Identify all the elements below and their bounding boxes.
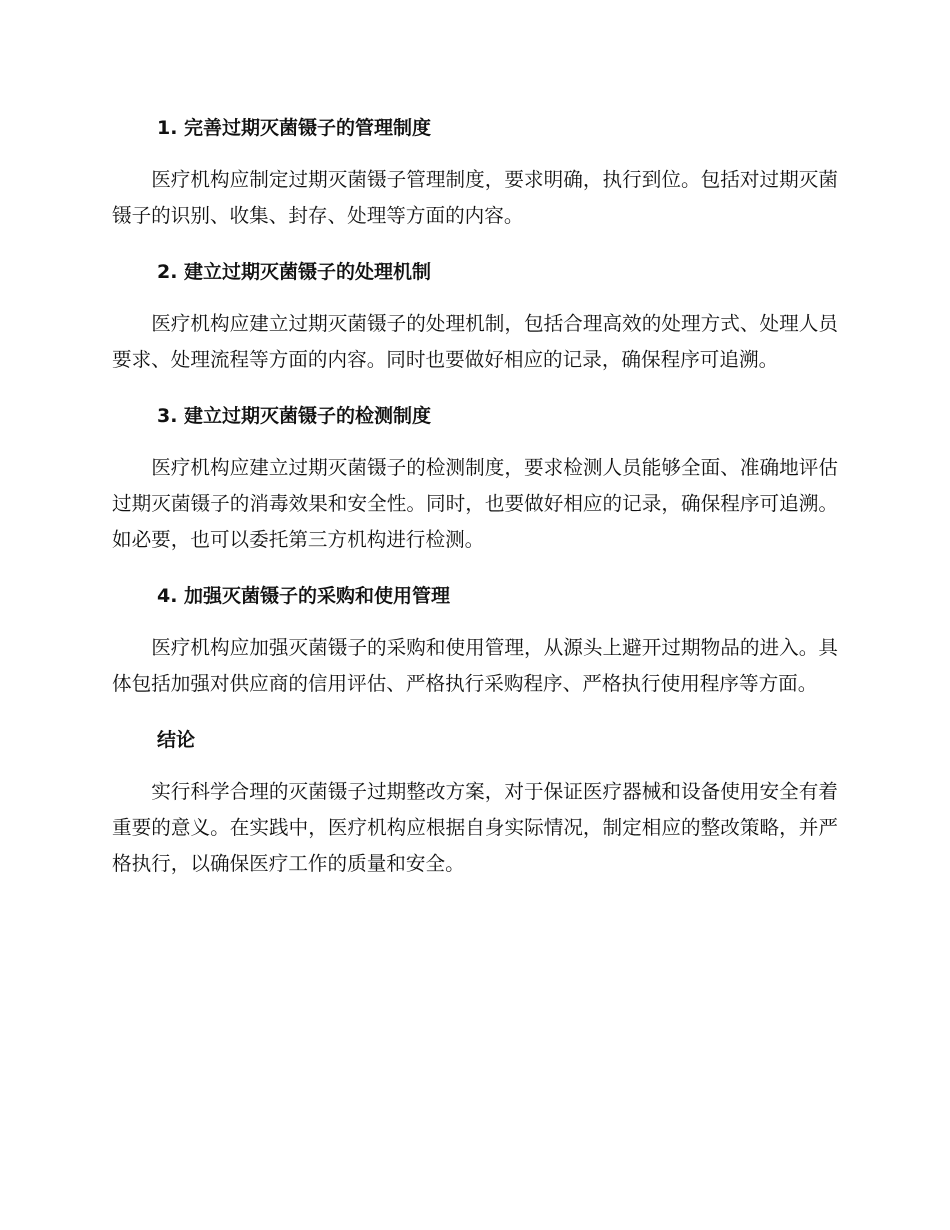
section-4 bbox=[112, 578, 838, 702]
conclusion-heading: 结论 bbox=[157, 729, 196, 751]
section-2 bbox=[112, 254, 838, 378]
section-1 bbox=[112, 110, 838, 234]
section-heading: 4. 加强灭菌镊子的采购和使用管理 bbox=[157, 585, 451, 607]
section-heading: 3. 建立过期灭菌镊子的检测制度 bbox=[157, 405, 432, 427]
section-heading: 1. 完善过期灭菌镊子的管理制度 bbox=[157, 117, 432, 139]
section-paragraph: 医疗机构应建立过期灭菌镊子的检测制度，要求检测人员能够全面、准确地评估过期灭菌镊子的消毒效果和安全性。同时，也要做好相应的记录，确保程序可追溯。如必要，也可以委托第三方机构进行检测。 bbox=[112, 456, 838, 551]
section-3 bbox=[112, 398, 838, 558]
section-heading: 2. 建立过期灭菌镊子的处理机制 bbox=[157, 261, 432, 283]
section-paragraph: 医疗机构应建立过期灭菌镊子的处理机制，包括合理高效的处理方式、处理人员要求、处理流程等方面的内容。同时也要做好相应的记录，确保程序可追溯。 bbox=[112, 312, 838, 371]
conclusion-paragraph: 实行科学合理的灭菌镊子过期整改方案，对于保证医疗器械和设备使用安全有着重要的意义。在实践中，医疗机构应根据自身实际情况，制定相应的整改策略，并严格执行，以确保医疗工作的质量和安全。 bbox=[112, 780, 838, 875]
section-paragraph: 医疗机构应制定过期灭菌镊子管理制度，要求明确，执行到位。包括对过期灭菌镊子的识别、收集、封存、处理等方面的内容。 bbox=[112, 168, 838, 227]
section-paragraph: 医疗机构应加强灭菌镊子的采购和使用管理，从源头上避开过期物品的进入。具体包括加强对供应商的信用评估、严格执行采购程序、严格执行使用程序等方面。 bbox=[112, 636, 838, 695]
conclusion-section bbox=[112, 722, 838, 882]
